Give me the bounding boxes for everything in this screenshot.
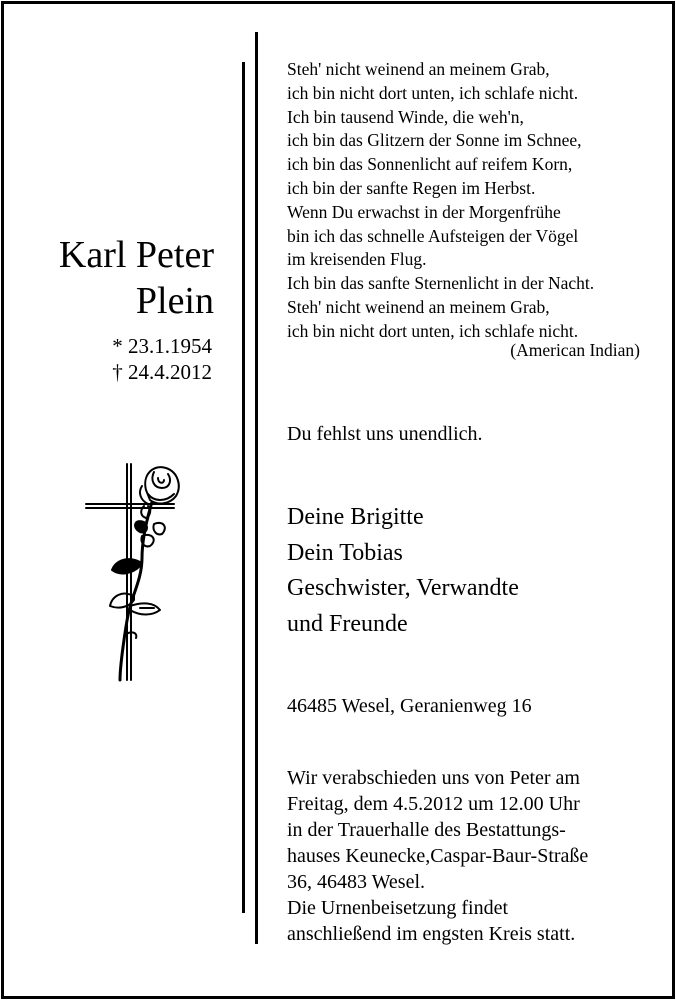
mourner-name: Deine Brigitte	[287, 504, 424, 530]
notice-line: in der Trauerhalle des Bestattungs-	[287, 819, 566, 841]
birth-date: * 23.1.1954	[112, 334, 212, 358]
cross-with-rose-icon	[84, 462, 190, 684]
poem-line: im kreisenden Flug.	[287, 249, 427, 270]
poem-attribution: (American Indian)	[510, 340, 640, 360]
notice-line: Die Urnenbeisetzung findet	[287, 897, 509, 919]
mourner-name: und Freunde	[287, 610, 408, 637]
notice-line: Freitag, dem 4.5.2012 um 12.00 Uhr	[287, 793, 580, 815]
death-date: † 24.4.2012	[112, 360, 212, 384]
deceased-name-line-1: Karl Peter	[58, 234, 214, 276]
poem-line: Ich bin das sanfte Sternenlicht in der Nacht.	[287, 273, 595, 294]
poem-line: ich bin nicht dort unten, ich schlafe nicht.	[287, 82, 579, 103]
poem	[287, 58, 594, 344]
mourner-name: Dein Tobias	[287, 539, 403, 566]
poem-line: ich bin das Glitzern der Sonne im Schnee,	[287, 130, 582, 151]
divider-line-left	[242, 62, 245, 913]
poem-line: bin ich das schnelle Aufsteigen der Vögel	[287, 225, 579, 246]
notice-line: anschließend im engsten Kreis statt.	[287, 923, 576, 945]
family-address: 46485 Wesel, Geranienweg 16	[287, 695, 532, 717]
deceased-name-line-2: Plein	[135, 280, 214, 322]
life-dates	[112, 333, 212, 385]
poem-line: ich bin der sanfte Regen im Herbst.	[287, 177, 536, 198]
poem-line: Steh' nicht weinend an meinem Grab,	[287, 296, 550, 317]
mourners-list	[287, 500, 519, 642]
mourner-name: Geschwister, Verwandte	[287, 575, 519, 601]
poem-line: Steh' nicht weinend an meinem Grab,	[287, 59, 550, 79]
poem-line: Ich bin tausend Winde, die weh'n,	[287, 106, 524, 127]
deceased-name	[59, 232, 214, 324]
message-text: Du fehlst uns unendlich.	[287, 423, 483, 445]
poem-line: ich bin das Sonnenlicht auf reifem Korn,	[287, 154, 573, 175]
divider-line-right	[255, 32, 258, 944]
poem-line: ich bin nicht dort unten, ich schlafe nicht.	[287, 320, 579, 341]
notice-line: Wir verabschieden uns von Peter am	[287, 767, 580, 789]
notice-line: hauses Keunecke,Caspar-Baur-Straße	[287, 845, 589, 867]
poem-line: Wenn Du erwachst in der Morgenfrühe	[287, 201, 561, 222]
notice-line: 36, 46483 Wesel.	[287, 871, 426, 893]
funeral-notice	[287, 765, 588, 947]
